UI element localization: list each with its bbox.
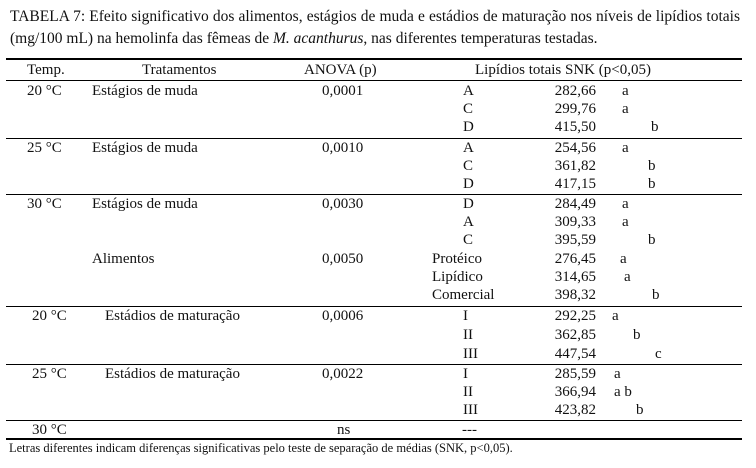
cell-value: 314,65 (554, 269, 596, 285)
cell-anova: 0,0050 (322, 251, 364, 267)
cell-temp: 20 °C (32, 308, 67, 324)
cell-snk-letter: a (620, 251, 627, 267)
cell-snk-letter: b (648, 176, 656, 192)
cell-snk-letter: a (624, 269, 631, 285)
cell-value: 282,66 (554, 83, 596, 99)
cell-value: 276,45 (554, 251, 596, 267)
cell-level: A (463, 214, 474, 230)
cell-value: 254,56 (554, 140, 596, 156)
cell-snk-letter: b (651, 119, 659, 135)
group-rule (6, 364, 742, 365)
cell-treatment: Estágios de muda (92, 196, 198, 212)
group-rule (6, 194, 742, 195)
group-rule (6, 420, 742, 421)
cell-treatment: Estágios de muda (92, 83, 198, 99)
cell-snk-letter: a (622, 140, 629, 156)
group-rule (6, 138, 742, 139)
cell-level: Lipídico (432, 269, 483, 285)
cell-snk-letter: b (652, 287, 660, 303)
cell-treatment: Estádios de maturação (105, 308, 240, 324)
cell-value: 292,25 (554, 308, 596, 324)
cell-anova: 0,0001 (322, 83, 364, 99)
header-anova: ANOVA (p) (304, 62, 377, 78)
cell-treatment: Estágios de muda (92, 140, 198, 156)
cell-snk-letter: a (622, 214, 629, 230)
header-temp: Temp. (27, 62, 65, 78)
cell-value: 309,33 (554, 214, 596, 230)
cell-value: 362,85 (554, 327, 596, 343)
cell-value: 361,82 (554, 158, 596, 174)
cell-value: 299,76 (554, 101, 596, 117)
header-tratamentos: Tratamentos (142, 62, 217, 78)
cell-snk-letter: a (614, 366, 621, 382)
cell-snk-letter: a (612, 308, 619, 324)
cell-value: 285,59 (554, 366, 596, 382)
top-rule (6, 58, 742, 60)
cell-snk-letter: b (648, 232, 656, 248)
cell-temp: 30 °C (27, 196, 62, 212)
cell-anova: ns (337, 422, 351, 438)
cell-anova: 0,0022 (322, 366, 364, 382)
caption-text-after: , nas diferentes temperaturas testadas. (363, 30, 598, 47)
cell-level: A (463, 140, 474, 156)
cell-treatment: Estádios de maturação (105, 366, 240, 382)
cell-snk-letter: a (622, 101, 629, 117)
cell-snk-letter: a b (614, 384, 632, 400)
cell-snk-letter: b (648, 158, 656, 174)
group-rule (6, 306, 742, 307)
header-lipidios: Lipídios totais SNK (p<0,05) (475, 62, 651, 78)
cell-anova: 0,0030 (322, 196, 364, 212)
cell-value: 423,82 (554, 402, 596, 418)
cell-level: I (463, 308, 468, 324)
cell-level: III (463, 402, 478, 418)
table-caption (10, 6, 740, 50)
caption-text-before: TABELA 7: Efeito significativo dos alimentos, estágios de muda e estádios de maturação nos níveis de lipídios totais (mg/100 mL) na hemolinfa das fêmeas de (10, 8, 740, 47)
cell-anova: 0,0010 (322, 140, 364, 156)
cell-temp: 20 °C (27, 83, 62, 99)
cell-snk-letter: a (622, 83, 629, 99)
cell-temp: 25 °C (27, 140, 62, 156)
header-rule (6, 80, 742, 81)
footnote: Letras diferentes indicam diferenças significativas pelo teste de separação de médias (SNK, p<0,05). (9, 441, 513, 455)
cell-snk-letter: b (633, 327, 641, 343)
cell-snk-letter: a (622, 196, 629, 212)
cell-level: D (463, 196, 474, 212)
cell-level: --- (462, 422, 477, 438)
cell-level: D (463, 119, 474, 135)
cell-level: C (463, 158, 474, 174)
cell-treatment: Alimentos (92, 251, 155, 267)
cell-level: II (463, 327, 473, 343)
cell-level: III (463, 346, 478, 362)
cell-level: Comercial (432, 287, 495, 303)
cell-value: 366,94 (554, 384, 596, 400)
cell-level: II (463, 384, 473, 400)
cell-level: C (463, 232, 474, 248)
cell-level: D (463, 176, 474, 192)
cell-level: I (463, 366, 468, 382)
cell-level: Protéico (432, 251, 482, 267)
cell-temp: 30 °C (32, 422, 67, 438)
cell-value: 395,59 (554, 232, 596, 248)
cell-value: 398,32 (554, 287, 596, 303)
cell-snk-letter: b (636, 402, 644, 418)
cell-snk-letter: c (655, 346, 662, 362)
cell-value: 415,50 (554, 119, 596, 135)
cell-value: 284,49 (554, 196, 596, 212)
cell-value: 447,54 (554, 346, 596, 362)
caption-species: M. acanthurus (273, 30, 364, 47)
cell-level: C (463, 101, 474, 117)
cell-anova: 0,0006 (322, 308, 364, 324)
cell-value: 417,15 (554, 176, 596, 192)
cell-level: A (463, 83, 474, 99)
cell-temp: 25 °C (32, 366, 67, 382)
